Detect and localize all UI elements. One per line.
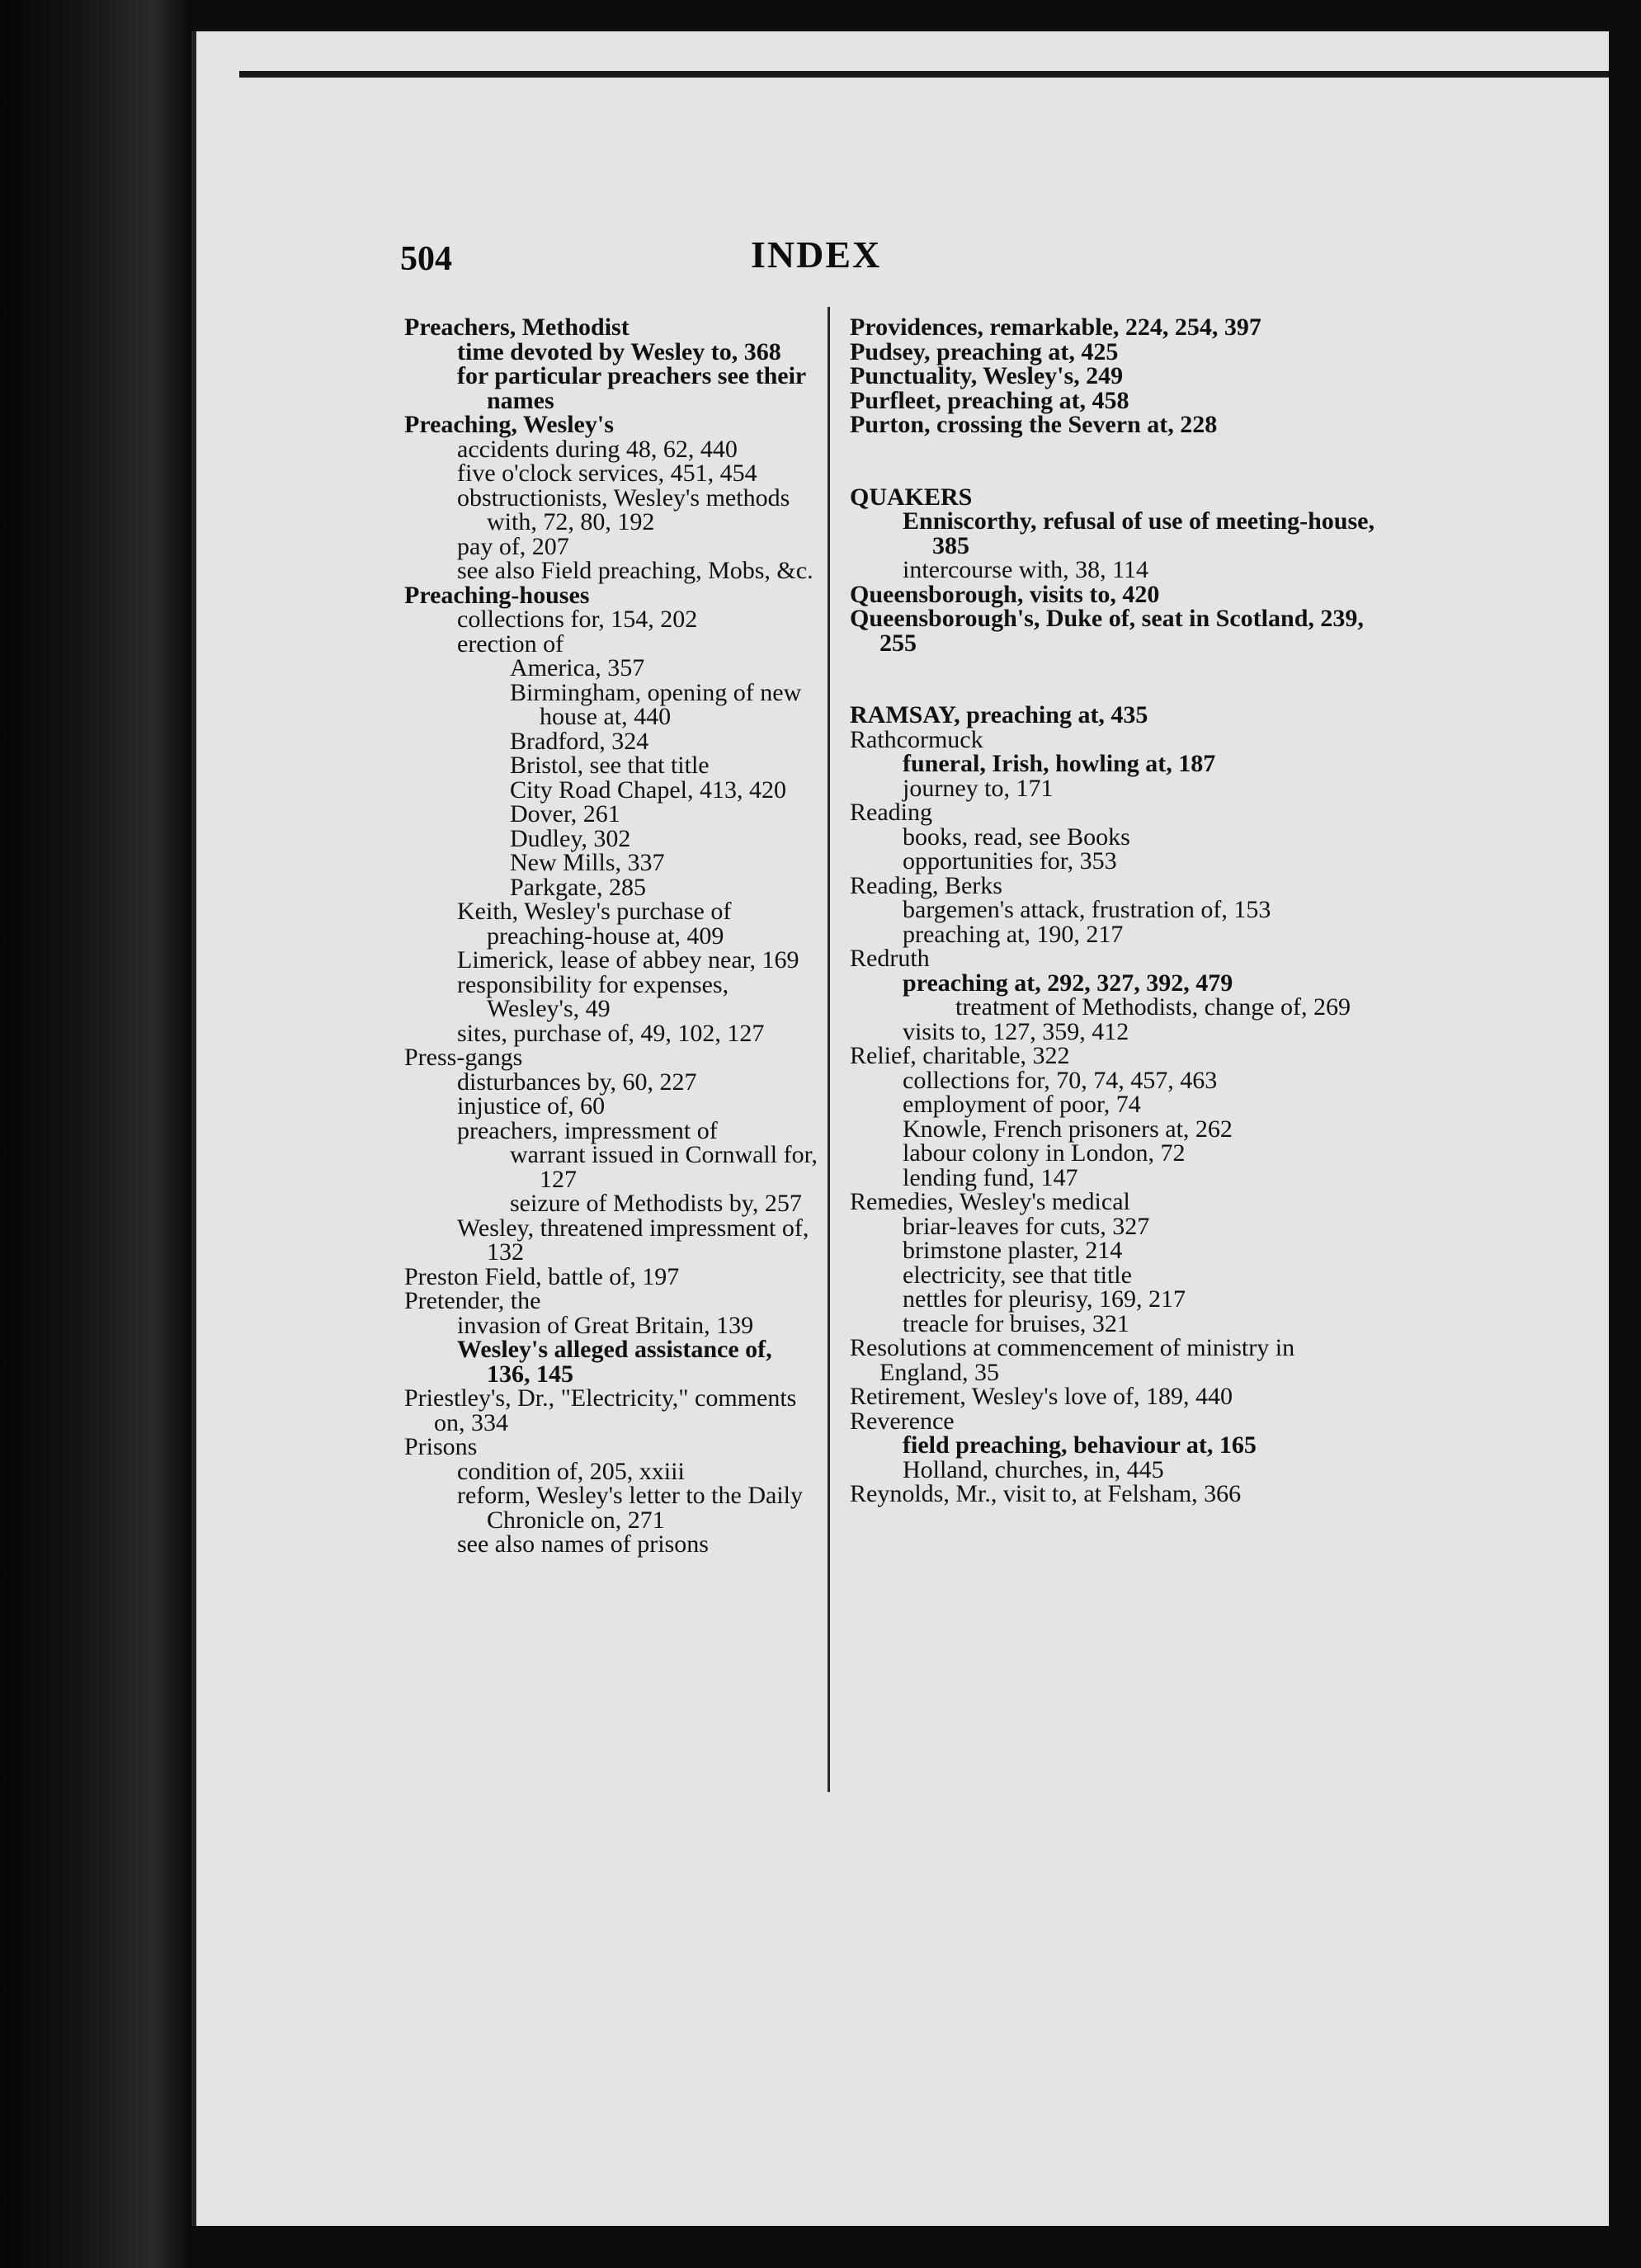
index-heading: Resolutions at commencement of ministry in England, 35 — [850, 1334, 1295, 1386]
index-subentry: field preaching, behaviour at, 165 — [903, 1431, 1257, 1459]
index-heading: Prisons — [404, 1433, 478, 1460]
index-heading: Pudsey, preaching at, 425 — [850, 337, 1119, 365]
index-subentry: Enniscorthy, refusal of use of meeting-house, 385 — [903, 507, 1375, 559]
page-number: 504 — [400, 240, 452, 278]
index-subentry: preaching at, 190, 217 — [903, 920, 1124, 948]
column-divider — [828, 307, 830, 1792]
index-subentry: Knowle, French prisoners at, 262 — [903, 1115, 1233, 1143]
index-subentry: preaching at, 292, 327, 392, 479 — [903, 969, 1233, 997]
index-subentry: bargemen's attack, frustration of, 153 — [903, 896, 1271, 923]
index-subentry: time devoted by Wesley to, 368 — [457, 337, 781, 365]
index-subentry: collections for, 154, 202 — [457, 606, 698, 633]
index-heading: Relief, charitable, 322 — [850, 1042, 1070, 1069]
index-subentry: seizure of Methodists by, 257 — [510, 1190, 802, 1217]
index-subentry: Bristol, see that title — [510, 752, 710, 779]
index-heading: Reading, Berks — [850, 871, 1002, 899]
index-subentry: five o'clock services, 451, 454 — [457, 460, 757, 487]
index-subentry: Wesley's alleged assistance of, 136, 145 — [457, 1336, 772, 1388]
index-heading: Preachers, Methodist — [404, 314, 630, 341]
index-subentry: funeral, Irish, howling at, 187 — [903, 750, 1216, 777]
index-heading: Redruth — [850, 945, 930, 972]
index-subentry: reform, Wesley's letter to the Daily Chronicle on, 271 — [457, 1482, 803, 1534]
right-page-edge — [1604, 0, 1641, 2268]
index-heading: Pretender, the — [404, 1287, 541, 1314]
index-heading: Purfleet, preaching at, 458 — [850, 386, 1129, 414]
index-subentry: America, 357 — [510, 654, 645, 681]
index-subentry: warrant issued in Cornwall for, 127 — [510, 1141, 818, 1193]
index-subentry: lending fund, 147 — [903, 1163, 1078, 1191]
index-subentry: treatment of Methodists, change of, 269 — [955, 993, 1351, 1021]
index-subentry: briar-leaves for cuts, 327 — [903, 1212, 1150, 1240]
index-subentry: electricity, see that title — [903, 1261, 1132, 1289]
index-heading: Preston Field, battle of, 197 — [404, 1262, 680, 1290]
book-gutter-shadow — [0, 0, 191, 2268]
index-subentry: Keith, Wesley's purchase of preaching-house at, 409 — [457, 898, 732, 950]
index-subentry: see also names of prisons — [457, 1530, 709, 1558]
index-subentry: Dover, 261 — [510, 800, 620, 828]
index-heading: Preaching-houses — [404, 581, 590, 609]
index-heading: Remedies, Wesley's medical — [850, 1188, 1130, 1215]
index-subentry: Bradford, 324 — [510, 727, 649, 755]
section-gap — [850, 655, 1386, 703]
index-subentry: New Mills, 337 — [510, 849, 665, 876]
index-subentry: invasion of Great Britain, 139 — [457, 1311, 754, 1339]
index-subentry: see also Field preaching, Mobs, &c. — [457, 557, 813, 584]
index-subentry: Parkgate, 285 — [510, 873, 646, 901]
index-subentry: labour colony in London, 72 — [903, 1139, 1186, 1167]
index-heading: Queensborough's, Duke of, seat in Scotland, 239, 255 — [850, 605, 1364, 657]
index-subentry: preachers, impressment of — [457, 1116, 718, 1144]
section-gap — [850, 437, 1386, 485]
index-subentry: Wesley, threatened impressment of, 132 — [457, 1214, 809, 1266]
index-subentry: sites, purchase of, 49, 102, 127 — [457, 1019, 765, 1047]
index-subentry: erection of — [457, 629, 564, 658]
running-head: INDEX — [751, 233, 882, 276]
index-heading: Purton, crossing the Severn at, 228 — [850, 411, 1218, 438]
index-subentry: brimstone plaster, 214 — [903, 1237, 1123, 1264]
index-subentry: obstructionists, Wesley's methods with, 72, 80, 192 — [457, 483, 790, 535]
index-heading: Providences, remarkable, 224, 254, 397 — [850, 314, 1261, 341]
index-subentry: employment of poor, 74 — [903, 1091, 1141, 1118]
index-subentry: Birmingham, opening of new house at, 440 — [510, 678, 802, 730]
index-subentry: pay of, 207 — [457, 532, 569, 560]
index-subentry: nettles for pleurisy, 169, 217 — [903, 1285, 1186, 1313]
index-heading: Queensborough, visits to, 420 — [850, 580, 1160, 608]
index-subentry: disturbances by, 60, 227 — [457, 1068, 697, 1096]
index-heading: Punctuality, Wesley's, 249 — [850, 362, 1124, 389]
index-heading: Retirement, Wesley's love of, 189, 440 — [850, 1383, 1233, 1410]
index-heading: QUAKERS — [850, 483, 973, 511]
index-subentry: for particular preachers see their names — [457, 362, 806, 414]
index-heading: Reading — [850, 799, 932, 826]
index-subentry: Dudley, 302 — [510, 824, 631, 852]
index-subentry: responsibility for expenses, Wesley's, 49 — [457, 970, 729, 1022]
index-subentry: treacle for bruises, 321 — [903, 1309, 1129, 1337]
index-heading: Preaching, Wesley's — [404, 411, 614, 438]
index-subentry: Holland, churches, in, 445 — [903, 1455, 1164, 1483]
index-subentry: opportunities for, 353 — [903, 847, 1117, 875]
index-subentry: injustice of, 60 — [457, 1092, 606, 1120]
index-heading: Priestley's, Dr., "Electricity," comments on, 334 — [404, 1384, 797, 1436]
index-column-right — [850, 315, 1386, 1506]
index-heading: RAMSAY, preaching at, 435 — [850, 701, 1148, 728]
index-subentry: visits to, 127, 359, 412 — [903, 1017, 1129, 1045]
index-subentry: books, read, see Books — [903, 823, 1130, 851]
index-heading: Rathcormuck — [850, 725, 983, 753]
index-heading: Press-gangs — [404, 1044, 523, 1071]
index-subentry: journey to, 171 — [903, 774, 1054, 802]
index-heading: Reynolds, Mr., visit to, at Felsham, 366 — [850, 1480, 1242, 1507]
index-subentry: collections for, 70, 74, 457, 463 — [903, 1066, 1218, 1094]
index-subentry: City Road Chapel, 413, 420 — [510, 776, 786, 804]
index-subentry: Limerick, lease of abbey near, 169 — [457, 946, 799, 974]
index-subentry: condition of, 205, xxiii — [457, 1457, 685, 1485]
index-column-left — [404, 315, 821, 1557]
index-subentry: accidents during 48, 62, 440 — [457, 435, 738, 463]
top-rule — [239, 71, 1609, 78]
index-heading: Reverence — [850, 1407, 955, 1435]
index-subentry: intercourse with, 38, 114 — [903, 556, 1148, 583]
